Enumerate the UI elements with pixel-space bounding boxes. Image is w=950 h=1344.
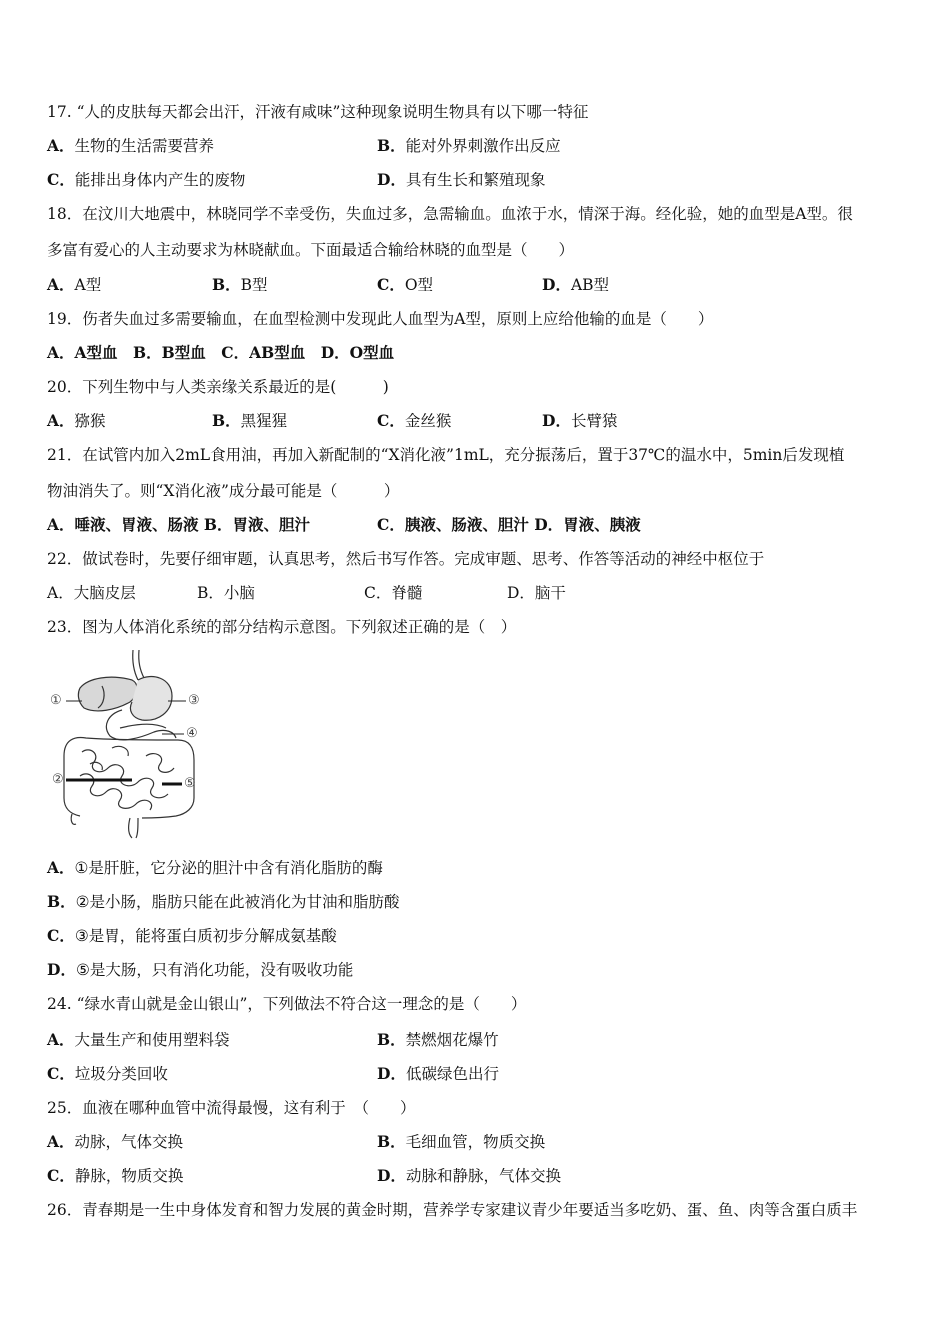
q18-option-d: D．AB型 bbox=[542, 275, 610, 294]
figure-label-2: ② bbox=[52, 772, 64, 787]
q22-stem: 22．做试卷时，先要仔细审题，认真思考，然后书写作答。完成审题、思考、作答等活动的神经中枢位于 bbox=[47, 550, 765, 568]
q17-option-d: D．具有生长和繁殖现象 bbox=[377, 170, 546, 189]
figure-label-3: ③ bbox=[188, 693, 200, 708]
q23-option-a: A．①是肝脏，它分泌的胆汁中含有消化脂肪的酶 bbox=[47, 858, 383, 877]
q23-option-c: C．③是胃，能将蛋白质初步分解成氨基酸 bbox=[47, 926, 337, 945]
q17-option-c: C．能排出身体内产生的废物 bbox=[47, 170, 246, 189]
q22-option-a: A．大脑皮层 bbox=[47, 584, 136, 602]
q20-option-c: C．金丝猴 bbox=[377, 411, 452, 430]
q20-option-d: D．长臂猿 bbox=[542, 411, 618, 430]
q17-stem: 17. “人的皮肤每天都会出汗，汗液有咸味”这种现象说明生物具有以下哪一特征 bbox=[47, 103, 589, 121]
q24-stem: 24. “绿水青山就是金山银山”，下列做法不符合这一理念的是（ ） bbox=[47, 995, 527, 1013]
q25-option-c: C．静脉，物质交换 bbox=[47, 1166, 184, 1185]
q25-option-d: D．动脉和静脉，气体交换 bbox=[377, 1166, 561, 1185]
figure-label-4: ④ bbox=[186, 726, 198, 741]
q19-stem: 19．伤者失血过多需要输血，在血型检测中发现此人血型为A型，原则上应给他输的血是（ ） bbox=[47, 310, 714, 328]
q21-options-cd: C．胰液、肠液、胆汁 D．胃液、胰液 bbox=[377, 515, 641, 534]
q18-stem-line1: 18．在汶川大地震中，林晓同学不幸受伤，失血过多，急需输血。血浓于水，情深于海。经化验，她的血型是A型。很 bbox=[47, 205, 853, 223]
q24-option-a: A．大量生产和使用塑料袋 bbox=[47, 1030, 230, 1049]
q21-stem-line1: 21．在试管内加入2mL食用油，再加入新配制的“X消化液”1mL，充分振荡后，置于37℃的温水中，5min后发现植 bbox=[47, 446, 845, 464]
q21-stem-line2: 物油消失了。则“X消化液”成分最可能是（ ） bbox=[47, 482, 400, 500]
q22-option-c: C．脊髓 bbox=[364, 584, 423, 602]
q20-option-a: A．猕猴 bbox=[47, 411, 106, 430]
q23-option-b: B．②是小肠，脂肪只能在此被消化为甘油和脂肪酸 bbox=[47, 892, 400, 911]
q25-stem: 25．血液在哪种血管中流得最慢，这有利于 （ ） bbox=[47, 1099, 416, 1117]
q25-option-b: B．毛细血管，物质交换 bbox=[377, 1132, 546, 1151]
q21-options-ab: A．唾液、胃液、肠液 B．胃液、胆汁 bbox=[47, 515, 311, 534]
digestive-system-figure bbox=[50, 648, 210, 840]
q24-option-d: D．低碳绿色出行 bbox=[377, 1064, 499, 1083]
q18-option-c: C．O型 bbox=[377, 275, 434, 294]
q22-option-d: D．脑干 bbox=[507, 584, 566, 602]
q25-option-a: A．动脉，气体交换 bbox=[47, 1132, 184, 1151]
q18-option-b: B．B型 bbox=[212, 275, 268, 294]
q23-option-d: D．⑤是大肠，只有消化功能，没有吸收功能 bbox=[47, 960, 354, 979]
q20-option-b: B．黑猩猩 bbox=[212, 411, 288, 430]
q18-stem-line2: 多富有爱心的人主动要求为林晓献血。下面最适合输给林晓的血型是（ ） bbox=[47, 241, 575, 259]
q17-option-a: A．生物的生活需要营养 bbox=[47, 136, 215, 155]
q20-stem: 20．下列生物中与人类亲缘关系最近的是( ) bbox=[47, 378, 389, 396]
q22-option-b: B．小脑 bbox=[197, 584, 255, 602]
q26-stem: 26．青春期是一生中身体发育和智力发展的黄金时期，营养学专家建议青少年要适当多吃奶、蛋、鱼、肉等含蛋白质丰 bbox=[47, 1201, 858, 1219]
q17-option-b: B．能对外界刺激作出反应 bbox=[377, 136, 561, 155]
q23-stem: 23．图为人体消化系统的部分结构示意图。下列叙述正确的是（ ） bbox=[47, 618, 517, 636]
q18-option-a: A．A型 bbox=[47, 275, 102, 294]
q24-option-b: B．禁燃烟花爆竹 bbox=[377, 1030, 499, 1049]
figure-label-1: ① bbox=[50, 693, 62, 708]
q19-options: A．A型血 B．B型血 C．AB型血 D．O型血 bbox=[47, 343, 395, 362]
q24-option-c: C．垃圾分类回收 bbox=[47, 1064, 168, 1083]
figure-label-5: ⑤ bbox=[184, 776, 196, 791]
